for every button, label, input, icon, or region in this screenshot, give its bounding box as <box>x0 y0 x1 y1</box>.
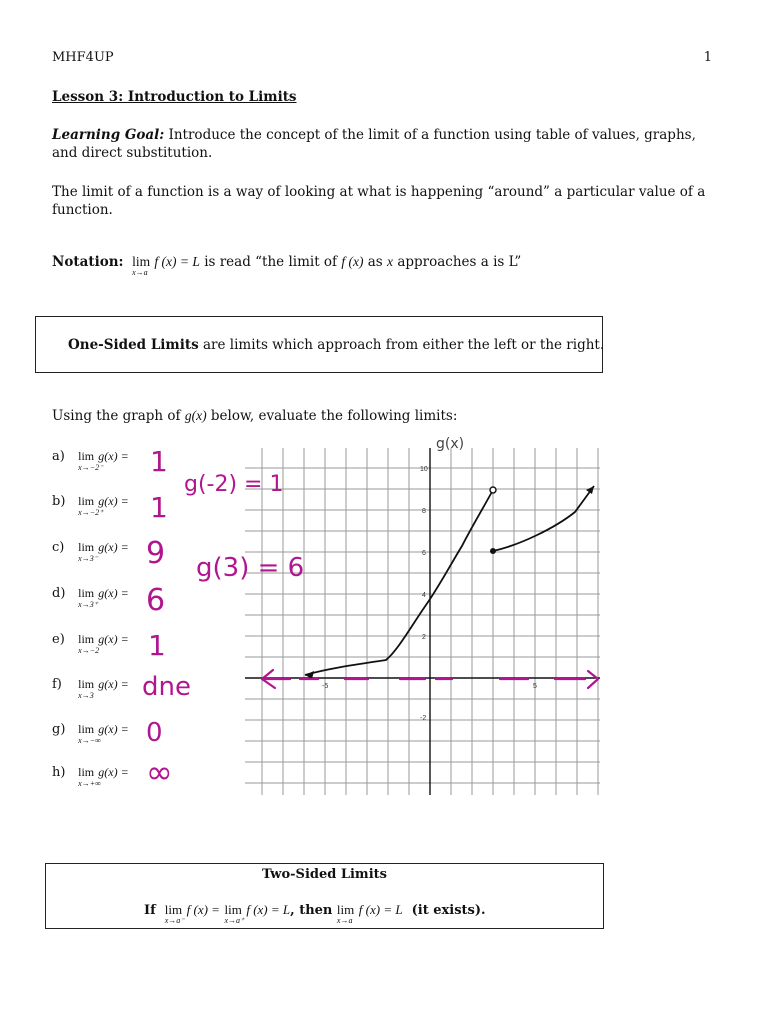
notation-lim-subscript: x→a <box>132 268 148 277</box>
two-sided-rule: If lim x→a⁻ f (x) = lim x→a⁺ f (x) = L, then lim x→a f (x) = L (it exists). <box>144 902 486 925</box>
y-tick-10: 10 <box>420 466 428 473</box>
function-curve <box>305 486 594 675</box>
y-tick-neg2: -2 <box>420 715 427 722</box>
x-tick-neg5: -5 <box>322 683 329 690</box>
graph-label: g(x) <box>436 436 465 452</box>
lesson-title: Lesson 3: Introduction to Limits <box>52 89 297 105</box>
curve-endpoints <box>305 486 594 679</box>
annotation-g3: g(3) = 6 <box>196 553 305 583</box>
page-number: 1 <box>703 50 712 65</box>
two-sided-limits-box <box>45 863 604 929</box>
x-tick-5: 5 <box>533 683 537 690</box>
hand-arrow-right <box>588 671 598 688</box>
learning-goal-label: Learning Goal <box>52 127 160 143</box>
rule-lim-left: lim x→a⁻ <box>164 902 185 925</box>
closed-circle-point <box>490 548 496 554</box>
learning-goal-text: Introduce the concept of the limit of a function using table of values, graphs, and direct substitution. <box>52 127 696 161</box>
question-c: c) lim x→3⁻ g(x) = <box>52 540 129 563</box>
answer-g: 0 <box>146 718 163 748</box>
answer-c: 9 <box>146 536 166 571</box>
question-e: e) lim x→−2 g(x) = <box>52 632 129 655</box>
answer-f: dne <box>142 672 191 702</box>
notation-tail: approaches a is L” <box>397 254 522 270</box>
notation-read: is read “the limit of <box>204 254 338 270</box>
graph-instructions: Using the graph of g(x) below, evaluate the following limits: <box>52 408 458 424</box>
course-code: MHF4UP <box>52 50 114 65</box>
question-g: g) lim x→−∞ g(x) = <box>52 722 129 745</box>
one-sided-text: are limits which approach from either the left or the right. <box>202 337 605 353</box>
rule-lim-right: lim x→a⁺ <box>224 902 245 925</box>
learning-goal: Learning Goal: Introduce the concept of the limit of a function using table of values, graphs, and direct substitution. <box>52 127 696 161</box>
question-b: b) lim x→−2⁺ g(x) = <box>52 494 129 517</box>
two-sided-title: Two-Sided Limits <box>262 867 387 882</box>
answer-e: 1 <box>148 629 166 662</box>
y-tick-4: 4 <box>422 592 426 599</box>
question-h: h) lim x→+∞ g(x) = <box>52 765 129 788</box>
rule-lim-both: lim x→a <box>336 902 355 925</box>
graph-axes <box>245 448 600 795</box>
notation-x: x <box>387 254 394 269</box>
notation-as: as <box>367 254 383 270</box>
y-tick-8: 8 <box>422 508 426 515</box>
notation-label: Notation: <box>52 254 124 270</box>
question-d: d) lim x→3⁺ g(x) = <box>52 586 129 609</box>
y-tick-6: 6 <box>422 550 426 557</box>
notation-expression: f (x) = L <box>154 254 200 269</box>
notation-fx: f (x) <box>341 254 364 269</box>
open-circle-point <box>490 487 496 493</box>
one-sided-term: One-Sided Limits <box>68 337 199 353</box>
answer-h: ∞ <box>146 753 173 791</box>
question-a: a) lim x→−2⁻ g(x) = <box>52 449 129 472</box>
notation-lim: lim x→a <box>132 254 151 277</box>
question-f: f) lim x→3 g(x) = <box>52 677 129 700</box>
graph-func-name: g(x) <box>184 408 207 423</box>
graph-grid <box>245 448 600 795</box>
annotation-g-neg2: g(-2) = 1 <box>184 472 284 497</box>
limit-definition: The limit of a function is a way of looking at what is happening “around” a particular value of a function. <box>52 184 706 218</box>
answer-b: 1 <box>150 491 168 524</box>
answer-a: 1 <box>150 445 168 478</box>
answer-d: 6 <box>146 583 166 618</box>
y-tick-2: 2 <box>422 634 426 641</box>
